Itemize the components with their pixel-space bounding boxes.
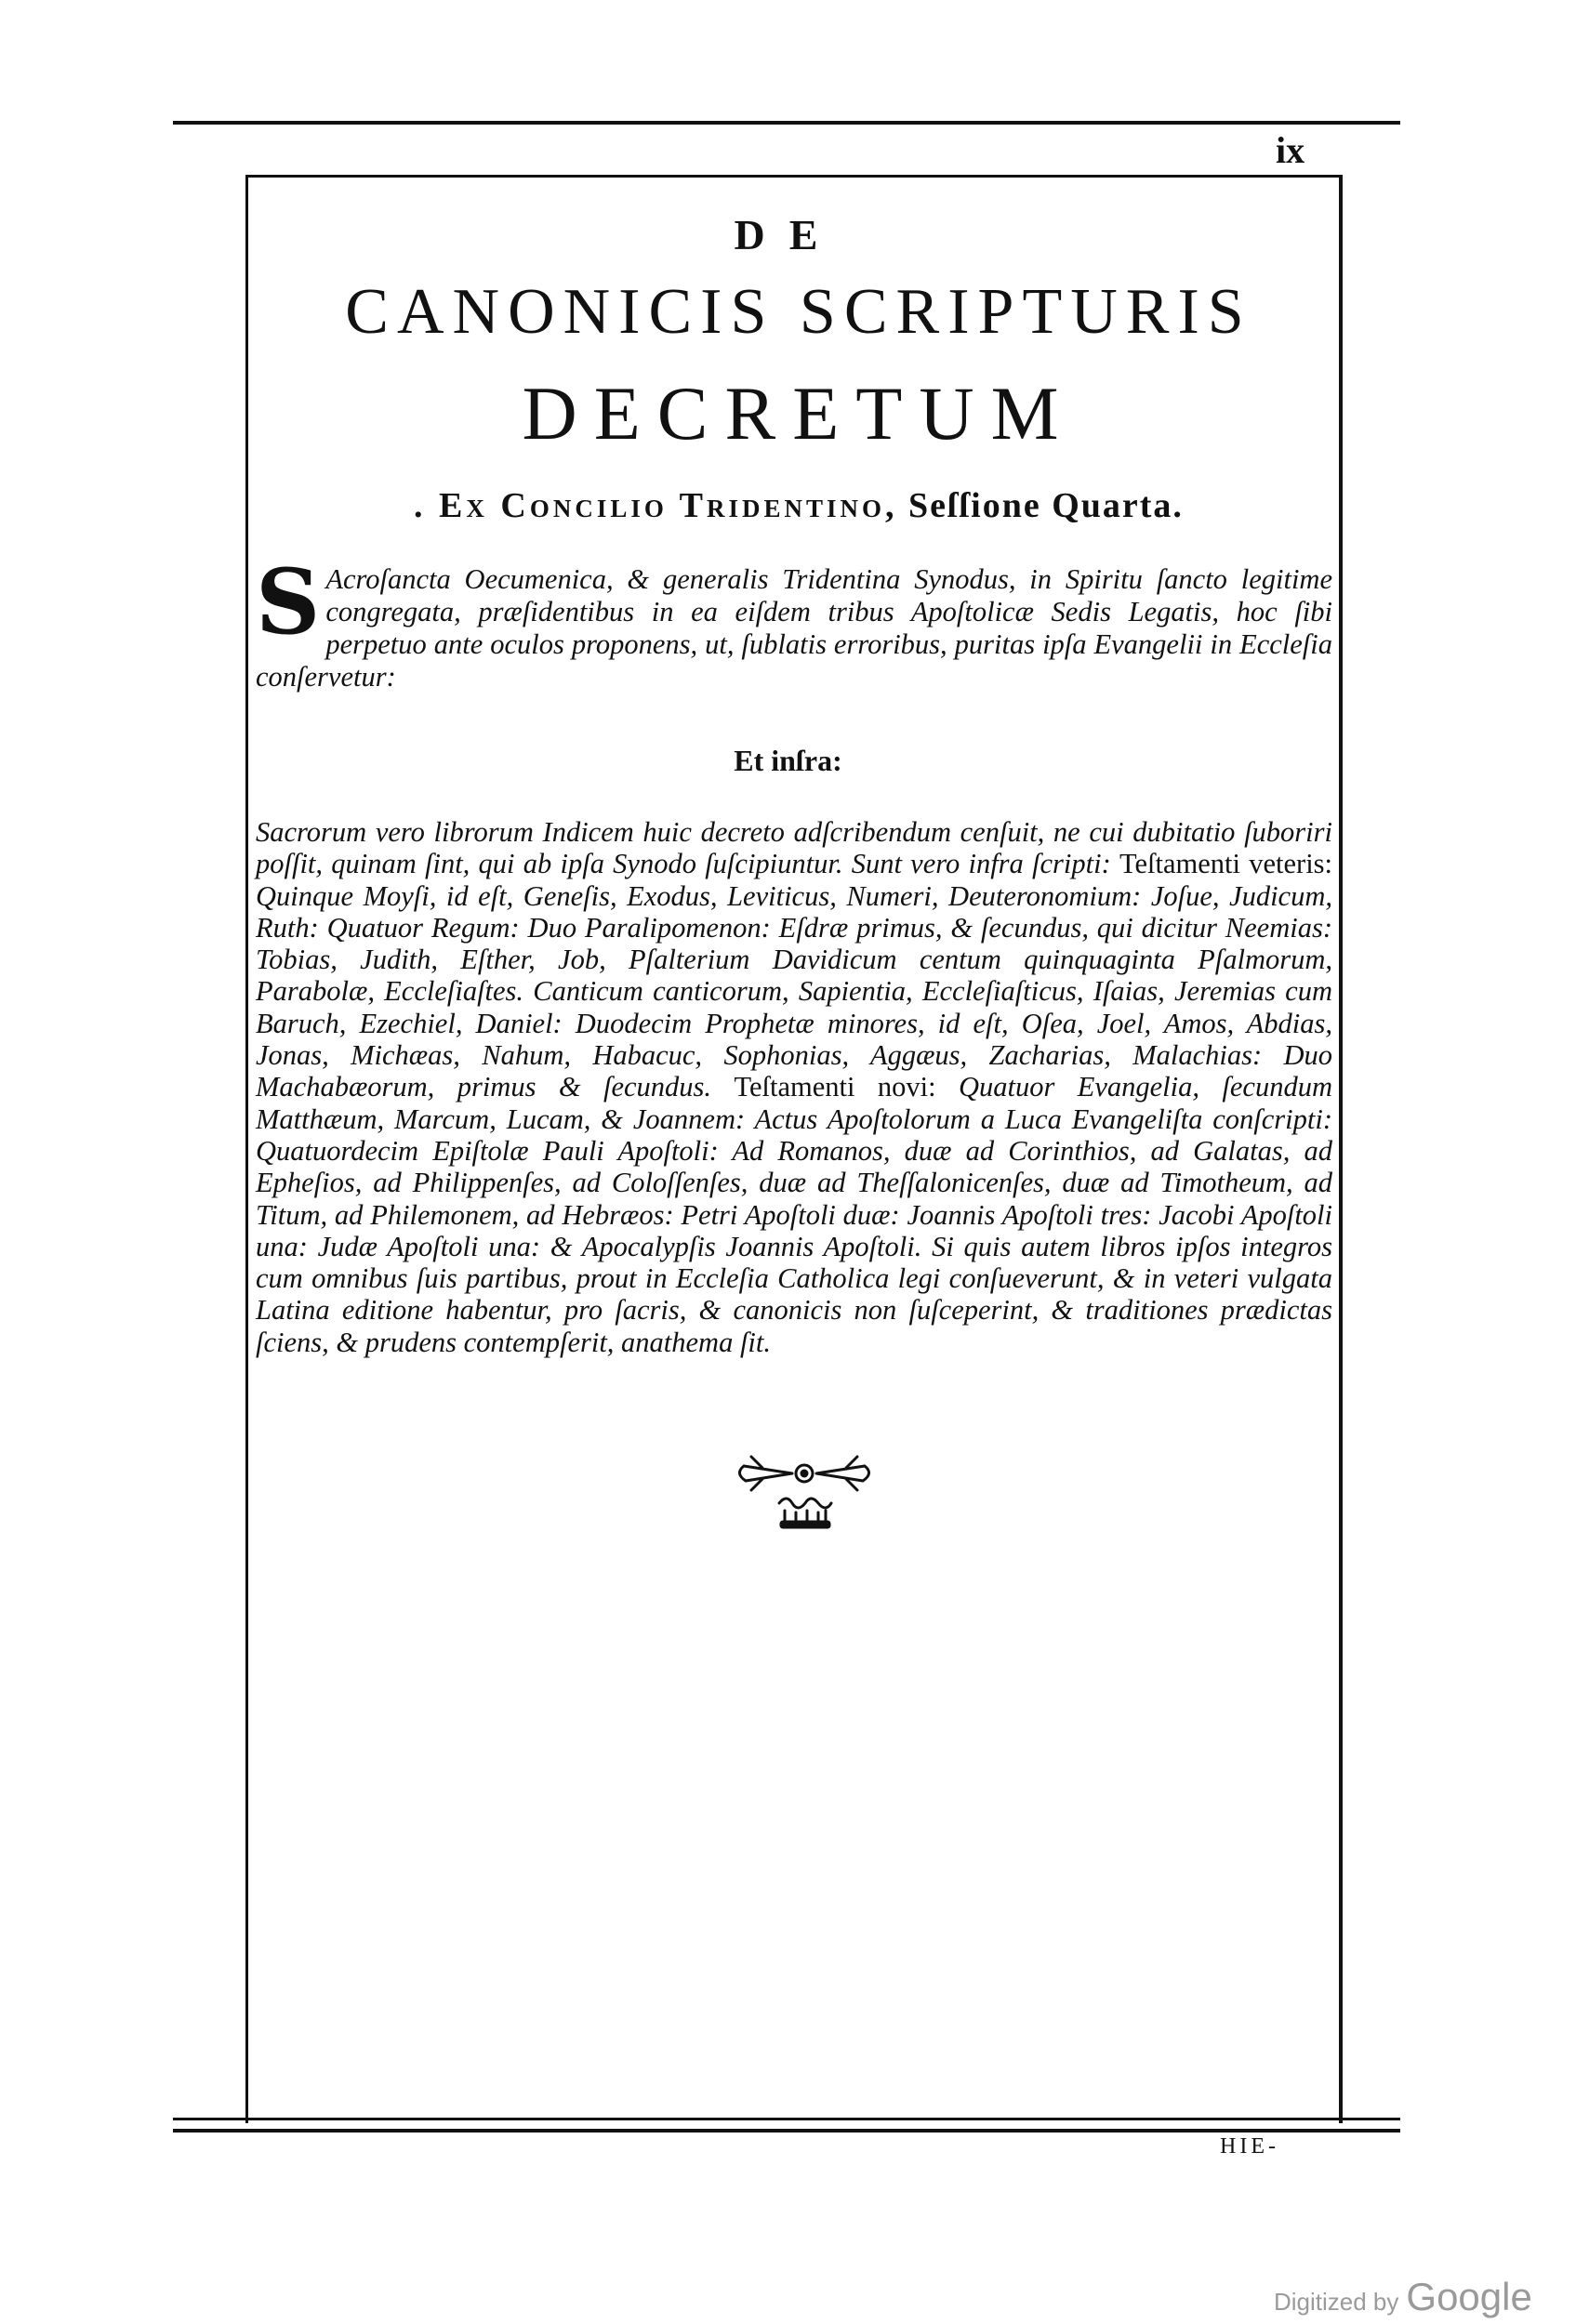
subtitle: [264, 485, 1333, 526]
drop-cap: S: [256, 549, 321, 654]
new-testament-label: Teſtamenti novi:: [734, 1071, 936, 1103]
intro-paragraph: [256, 549, 1332, 693]
et-infra-heading: Et inſra:: [734, 744, 842, 777]
page-number: ix: [1276, 129, 1305, 171]
subtitle-council: . Ex Concilio Tridentino,: [414, 486, 898, 525]
decree-body-part-1: Sacrorum vero librorum Indicem huic decreto adſcribendum cenſuit, ne cui dubitatio ſuboriri poſſit, quinam ſint, qui ab ipſa Synodo ſuſcipiuntur. Sunt vero infra ſcripti:: [256, 816, 1332, 880]
top-rule: [173, 121, 1400, 125]
title-decretum: DECRETUM: [522, 371, 1076, 456]
decree-body-part-3: Quatuor Evangelia, ſecundum Matthæum, Marcum, Lucam, & Joannem: Actus Apoſtolorum a Luca Evangeliſta conſcripti: Quatuordecim Epiſtolæ Pauli Apoſtoli: Ad Romanos, duæ ad Corinthios, ad Galatas, ad Epheſios, ad Philippenſes, ad Coloſſenſes, duæ ad Theſſalonicenſes, duæ ad Timotheum, ad Titum, ad Philemonem, ad Hebræos: Petri Apoſtoli duæ: Joannis Apoſtoli tres: Jacobi Apoſtoli una: Judæ Apoſtoli una: & Apocalypſis Joannis Apoſtoli. Si quis autem libros ipſos integros cum omnibus ſuis partibus, prout in Eccleſia Catholica legi conſueverunt, & in veteri vulgata Latina editione habentur, pro ſacris, & canonicis non ſuſceperint, & traditiones prædictas ſciens, & prudens contempſerit, anathema ſit.: [256, 1071, 1332, 1358]
old-testament-label: Teſtamenti veteris:: [1119, 848, 1333, 880]
bottom-rule-thin: [173, 2118, 1400, 2120]
decree-body-part-2: Quinque Moyſi, id eſt, Geneſis, Exodus, Leviticus, Numeri, Deuteronomium: Joſue, Judicum, Ruth: Quatuor Regum: Duo Paralipomenon: Eſdræ primus, & ſecundus, qui dicitur Neemias: Tobias, Judith, Eſther, Job, Pſalterium Davidicum centum quinquaginta Pſalmorum, Parabolæ, Eccleſiaſtes. Canticum canticorum, Sapientia, Eccleſiaſticus, Iſaias, Jeremias cum Baruch, Ezechiel, Daniel: Duodecim Prophetæ minores, id eſt, Oſea, Joel, Amos, Abdias, Jonas, Michæas, Nahum, Habacuc, Sophonias, Aggæus, Zacharias, Malachias: Duo Machabæorum, primus & ſecundus.: [256, 879, 1332, 1103]
fleuron-ornament-icon: [725, 1446, 883, 1548]
title-de: DE: [734, 211, 842, 258]
catchword: HIE-: [1220, 2134, 1279, 2159]
title-canonicis-scripturis: CANONICIS SCRIPTURIS: [345, 276, 1252, 348]
digitized-watermark: [1274, 2275, 1532, 2319]
bottom-rule-thick: [173, 2129, 1400, 2133]
intro-text: Acroſancta Oecumenica, & generalis Tridentina Synodus, in Spiritu ſancto legitime congregata, præſidentibus in ea eiſdem tribus Apoſtolicæ Sedis Legatis, hoc ſibi perpetuo ante oculos proponens, ut, ſublatis erroribus, puritas ipſa Evangelii in Eccleſia conſervetur:: [256, 563, 1332, 693]
decree-body: [256, 816, 1332, 1358]
subtitle-session: Seſſione Quarta.: [908, 486, 1184, 525]
watermark-brand: Google: [1406, 2275, 1532, 2318]
watermark-prefix: Digitized by: [1274, 2288, 1399, 2316]
